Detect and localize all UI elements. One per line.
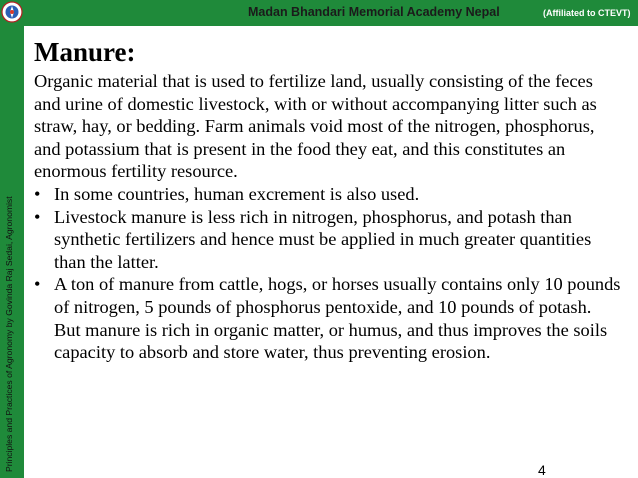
sidebar-credit-text: Principles and Practices of Agronomy by Govinda Raj Sedai, Agronomist: [4, 196, 14, 472]
slide-body: [34, 70, 622, 364]
institution-emblem-icon: [1, 1, 23, 23]
bullet-icon: •: [34, 183, 41, 204]
bullet-icon: •: [34, 274, 41, 295]
bullet-text: Livestock manure is less rich in nitrogen, phosphorus, and potash than synthetic fertilizers and hence must be applied in much greater quantities than the latter.: [54, 206, 592, 272]
slide-title: Manure:: [34, 37, 136, 67]
bullet-item: [34, 206, 622, 274]
bullet-item: [34, 273, 622, 363]
page-number: 4: [538, 462, 546, 478]
bullet-text: A ton of manure from cattle, hogs, or horses usually contains only 10 pounds of nitrogen, 5 pounds of phosphorus pentoxide, and 10 pounds of potash. But manure is rich in organic matter, or humus, and thus improves the soils capacity to absorb and store water, thus preventing erosion.: [54, 274, 621, 363]
bullet-text: In some countries, human excrement is also used.: [54, 183, 420, 204]
bullet-icon: •: [34, 206, 41, 227]
bullet-item: [34, 183, 622, 206]
header-bar: [0, 0, 638, 26]
intro-paragraph: Organic material that is used to fertilize land, usually consisting of the feces and urine of domestic livestock, with or without accompanying litter such as straw, hay, or bedding. Farm animals void most of the nitrogen, phosphorus, and potassium that is present in the food they eat, and this constitutes an enormous fertility resource.: [34, 71, 597, 182]
header-title: Madan Bhandari Memorial Academy Nepal: [248, 5, 500, 19]
header-affiliation: (Affiliated to CTEVT): [543, 8, 631, 18]
